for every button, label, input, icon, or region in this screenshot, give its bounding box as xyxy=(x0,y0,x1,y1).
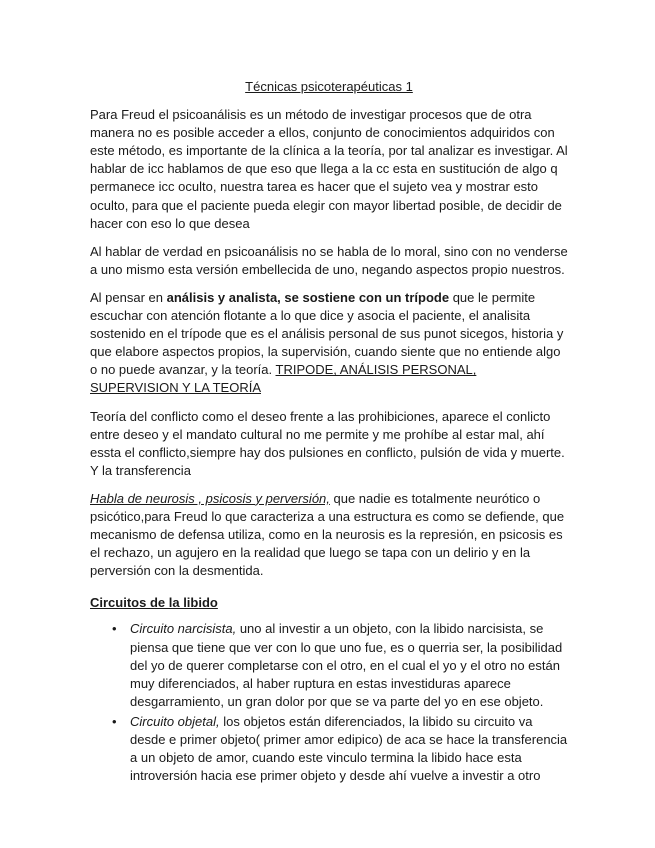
tripode-body-text: que le permite escuchar con atención flotante a lo que dice y asocia el paciente, el analisita sostenido en el trípode que es el análisis personal de sus punot sicegos, historia y que elabore aspectos propios, la supervisión, cuando siente que no entiende algo o no puede avanzar, y la teoría. xyxy=(90,289,564,378)
bullet-icon: • xyxy=(112,621,117,637)
list-item xyxy=(90,620,568,710)
bullet-icon: • xyxy=(112,713,117,729)
tripode-lead-text: Al pensar en xyxy=(90,289,167,305)
paragraph-tripode xyxy=(90,289,568,398)
bullet-text: los objetos están diferenciados, la libido su circuito va desde e primer objeto( primer amor edipico) de aca se hace la transferencia a un objeto de amor, cuando este vinculo termina la libido hace esta introversión hacia ese primer objeto y desde ahí vuelve a investir a otro xyxy=(130,713,568,784)
paragraph-conflicto: Teoría del conflicto como el deseo frente a las prohibiciones, aparece el conlicto entre deseo y el mandato cultural no me permite y me prohíbe al estar mal, ahí essta el conflicto,siempre hay dos pulsiones en conflicto, pulsión de vida y muerte. Y la transferencia xyxy=(90,408,565,478)
section-heading-circuitos: Circuitos de la libido xyxy=(90,595,218,611)
bullet-term: Circuito narcisista, xyxy=(130,621,237,637)
paragraph-estructuras xyxy=(90,490,568,580)
paragraph-verdad: Al hablar de verdad en psicoanálisis no se habla de lo moral, sino con no venderse a uno mismo esta versión embellecida de uno, negando aspectos propio nuestros. xyxy=(90,243,568,277)
document-body xyxy=(90,78,568,787)
estructuras-italic-underlined: Habla de neurosis , psicosis y perversión, xyxy=(90,490,330,506)
paragraph-psicoanalisis-metodo: Para Freud el psicoanálisis es un método de investigar procesos que de otra manera no es posible acceder a ellos, conjunto de conocimientos adquiridos con este método, es importante de la clínica a la teoría, por tal analizar es investigar. Al hablar de icc hablamos de que eso que llega a la cc esta en sustitución de algo q permanece icc oculto, nuestra tarea es hacer que el sujeto vea y mostrar esto oculto, para que el paciente pueda elegir con mayor libertad posible, de decidir de hacer con eso lo que desea xyxy=(90,107,568,231)
estructuras-body-text: que nadie es totalmente neurótico o psicótico,para Freud lo que caracteriza a una estructura es como se defiende, que mecanismo de defensa utiliza, como en la neurosis es la represión, en psicosis es el rechazo, un agujero en la realidad que luego se tapa con un delirio y en la perversión con la desmentida. xyxy=(90,490,565,579)
tripode-underlined-text: TRIPODE, ANÁLISIS PERSONAL, SUPERVISION Y LA TEORÍA xyxy=(90,362,477,396)
document-title: Técnicas psicoterapéuticas 1 xyxy=(245,79,413,94)
list-item xyxy=(90,713,568,785)
bullet-term: Circuito objetal, xyxy=(130,713,220,729)
bullet-text: uno al investir a un objeto, con la libido narcisista, se piensa que tiene que ver con lo que uno fue, es o querria ser, la posibilidad del yo de querer completarse con el otro, en el cual el yo y el otro no están muy diferenciados, al haber ruptura en estas investiduras aparece desgarramiento, un gran dolor por que se va parte del yo en ese objeto. xyxy=(130,621,563,709)
tripode-bold-text: análisis y analista, se sostiene con un trípode xyxy=(166,289,450,305)
bullet-list-circuitos xyxy=(90,620,568,785)
